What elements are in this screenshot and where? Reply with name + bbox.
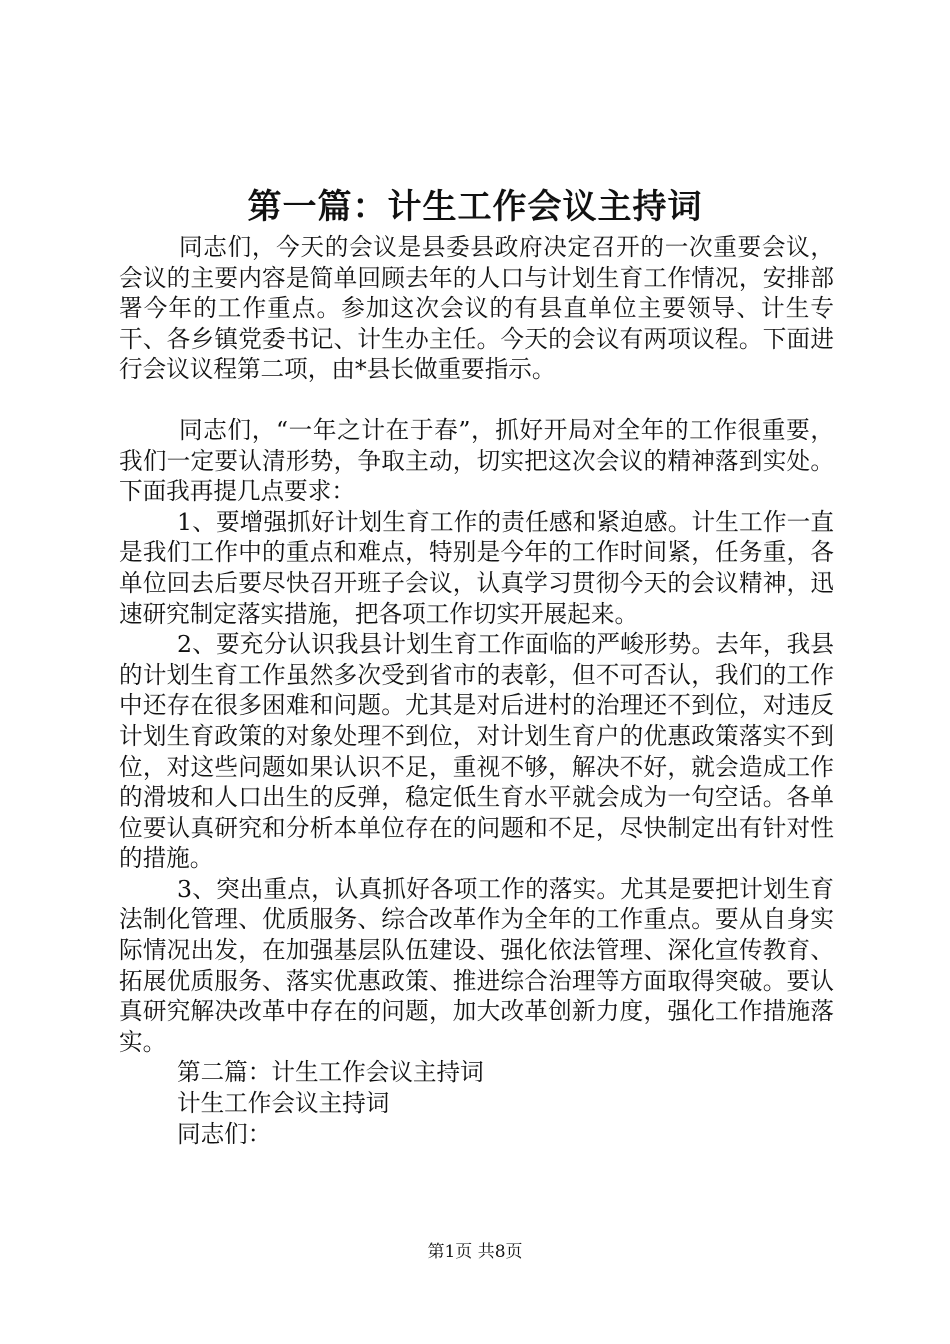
second-article-heading: 第二篇：计生工作会议主持词 (177, 1058, 484, 1087)
paragraph-item-3: 3、突出重点，认真抓好各项工作的落实。尤其是要把计划生育法制化管理、优质服务、综合改革作为全年的工作重点。要从自身实际情况出发，在加强基层队伍建设、强化依法管理、深化宣传教育、拓展优质服务、落实优惠政策、推进综合治理等方面取得突破。要认真研究解决改革中存在的问题，加大改革创新力度，强化工作措施落实。 (119, 874, 834, 1056)
document-title: 第一篇：计生工作会议主持词 (247, 187, 703, 227)
paragraph-requirements-intro: 同志们，“一年之计在于春”，抓好开局对全年的工作很重要，我们一定要认清形势，争取主动，切实把这次会议的精神落到实处。下面我再提几点要求： (119, 415, 834, 506)
second-article-title: 计生工作会议主持词 (177, 1089, 390, 1118)
document-body (119, 232, 834, 1149)
paragraph-item-1: 1、要增强抓好计划生育工作的责任感和紧迫感。计生工作一直是我们工作中的重点和难点，特别是今年的工作时间紧，任务重，各单位回去后要尽快召开班子会议，认真学习贯彻今天的会议精神，迅速研究制定落实措施，把各项工作切实开展起来。 (119, 507, 834, 628)
salutation: 同志们： (177, 1119, 272, 1148)
paragraph-gap (119, 385, 834, 415)
paragraph-opening: 同志们，今天的会议是县委县政府决定召开的一次重要会议，会议的主要内容是简单回顾去年的人口与计划生育工作情况，安排部署今年的工作重点。参加这次会议的有县直单位主要领导、计生专干、各乡镇党委书记、计生办主任。今天的会议有两项议程。下面进行会议议程第二项，由*县长做重要指示。 (119, 233, 834, 384)
page-number: 第1页 共8页 (427, 1242, 523, 1262)
paragraph-item-2: 2、要充分认识我县计划生育工作面临的严峻形势。去年，我县的计划生育工作虽然多次受到省市的表彰，但不可否认，我们的工作中还存在很多困难和问题。尤其是对后进村的治理还不到位，对违反计划生育政策的对象处理不到位，对计划生育户的优惠政策落实不到位，对这些问题如果认识不足，重视不够，解决不好，就会造成工作的滑坡和人口出生的反弹，稳定低生育水平就会成为一句空话。各单位要认真研究和分析本单位存在的问题和不足，尽快制定出有针对性的措施。 (119, 630, 834, 873)
